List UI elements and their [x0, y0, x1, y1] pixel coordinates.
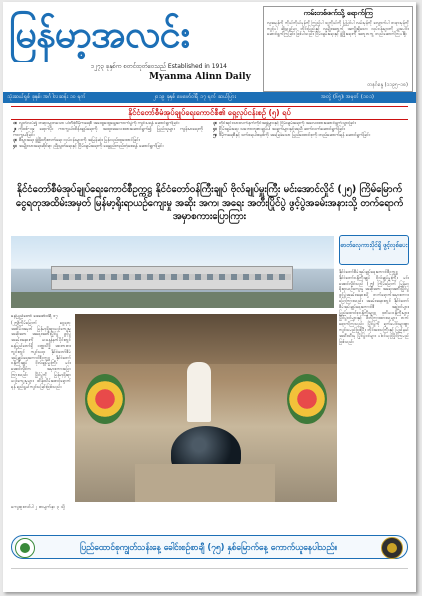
- flower-arrangement-left: [85, 374, 125, 424]
- masthead-title: မြန်မာ့အလင်း: [9, 12, 190, 56]
- bullet-item: ၃။ တိုင်းရင်းသားလက်နက်ကိုင်အဖွဲ့များနှင့် ငြိမ်းချမ်းရေးကို အလေးထားဆောင်ရွက်သွားခြင်း: [213, 121, 356, 126]
- top-quote-box: [263, 6, 413, 92]
- bullet-item: ၅။ ဒီမိုကရေစီနှင့် ဖက်ဒရယ်စနစ်ကို အခြေခံသော ပြည်ထောင်စုကို တည်ဆောက်ရန် ဆောင်ရွက်ခြင်း: [213, 132, 371, 138]
- info-bar-left: သုံးဆယ်ရှစ် ခုနှစ်၊ အင်္ဂါလဆန်း ၁၀ ရက်: [7, 94, 86, 100]
- ground: [11, 292, 334, 308]
- established-line: ၁၂၇၃ ခုနှစ်က စတင်ထုတ်ဝေသည် Established in 1914: [91, 63, 228, 70]
- side-story-body: နိုင်ငံတော်စီမံအုပ်ချုပ်ရေးကောင်စီဥက္ကဋ္ဌ နိုင်ငံတော်ဝန်ကြီးချုပ် ဗိုလ်ချုပ်မှူးကြီး မင်းအောင်လှိုင်သည် (၂၅) ကြိမ်မြောက် မြန်မာ့ရိုးရာယဉ်ကျေးမှု အဆိုအက အရေးအတီးပြိုင်ပွဲ ဖွင့်ပွဲအခမ်းအနားသို့ တက်ရောက်အမှာစကား ပြောကြားသည်။ အခမ်းအနားတွင် နိုင်ငံတော်စီမံအုပ်ချုပ်ရေးကောင်စီ အဖွဲ့ဝင်များ၊ ပြည်ထောင်စုဝန်ကြီးများ၊ ဒုတိယဝန်ကြီးများ၊ ပြိုင်ပွဲဝင်များနှင့် ဖိတ်ကြားထားသူများ တက်ရောက်ကြသည်။ ပြိုင်ပွဲကို ရက်ပေါင်းများစွာ ကျင်းပမည်ဖြစ်ပြီး တိုင်းဒေသကြီးနှင့် ပြည်နယ်အသီးသီးမှ ပြိုင်ပွဲဝင်များ ပါဝင်ယှဉ်ပြိုင်ကြမည်ဖြစ်သည်။: [339, 269, 409, 344]
- info-bar: [3, 92, 416, 103]
- side-story-title: ဓာတ်လှေကားပိုင်ရှိ ဖွင့်လှစ်ပေး: [339, 235, 409, 265]
- ceremony-photo: [75, 314, 337, 502]
- top-quote-date: တနင်္ဂနွေ (၁၁၉၅–၁၈): [367, 82, 408, 88]
- info-bar-right: အတွဲ (၆၅)၊ အမှတ် (၁၀၁): [321, 94, 375, 100]
- lead-story-column: [11, 314, 71, 502]
- union-day-logo-mark: [20, 543, 30, 553]
- lead-story-dateline: နေပြည်တော် ဖေဖော်ဝါရီ ၁၇: [11, 314, 58, 319]
- stage-floor: [135, 464, 275, 502]
- union-day-logo: [15, 538, 35, 558]
- bottom-banner-text: ပြည်ထောင်စုကျွတ်သန်းနေ့ ခေါင်းစဉ်စာချီ (၇၅) နှစ်မြောက်နေ့ ကောက်ယူနေပါသည်။: [79, 542, 338, 552]
- bullets-left: [13, 121, 203, 179]
- bullet-item: ၄။ အမျိုးသားရေးဆိုင်ရာ ညီညွတ်ရေးနှင့် ငြိမ်းချမ်းရေးကို ရေရှည်တည်တံ့စေရန် ဆောင်ရွက်ခြင်း: [13, 144, 164, 150]
- flower-arrangement-right: [287, 374, 327, 424]
- bullet-item: ၃။ စီးပွားရေး ဖွံ့ဖြိုးတိုးတက်ရေး လုပ်ငန်းများကို အမြန်ဆုံး ပြန်လည်ထူထောင်ခြင်း: [13, 138, 140, 144]
- section-title: နိုင်ငံတော်စီမံအုပ်ချုပ်ရေးကောင်စီ၏ ရှေ့လုပ်ငန်းစဉ် (၅) ရပ်: [11, 106, 408, 120]
- bullet-item: ၂။ ကိုဗစ်-၁၉ ရောဂါပိုး ကာကွယ်ထိန်းချုပ်ရေးကို အထူးအလေးထားဆောင်ရွက်၍ ပြည်သူများ ကျန်းမာရေးကို ကာကွယ်ခြင်း: [13, 126, 203, 138]
- info-bar-middle: ၂၀၁၉ ခုနှစ် ဖေဖော်ဝါရီ ၁၇ ရက် ဆယ်ပြား: [153, 94, 236, 100]
- convention-center-photo: [11, 236, 334, 308]
- top-quote-heading: ကမ်းတစ်ဖက်သို့ ရောက်ကြ: [303, 9, 373, 17]
- main-headline: နိုင်ငံတော်စီမံအုပ်ချုပ်ရေးကောင်စီဥက္ကဋ္ဌ နိုင်ငံတော်ဝန်ကြီးချုပ် ဗိုလ်ချုပ်မှူးကြီး မင်းအောင်လှိုင် (၂၅) ကြိမ်မြောက် ငွေရတုအထိမ်းအမှတ် မြန်မာ့ရိုးရာယဉ်ကျေးမှု အဆိုး အက၊ အရေး အတီးပြိုင်ပွဲ ဖွင့်ပွဲအခမ်းအနားသို့ တက်ရောက်အမှာစကားပြောကြား: [15, 184, 404, 222]
- lead-story-body: (၂၅)ကြိမ်မြောက် ငွေရတုအထိမ်းအမှတ် မြန်မာ့ရိုးရာယဉ်ကျေးမှု အဆိုအက အရေးအတီးပြိုင်ပွဲ ဖွင့်ပွဲအခမ်းအနားကို ယနေ့နံနက်ပိုင်းတွင် နေပြည်တော်ရှိ ဝဏ္ဏသိဒ္ဓိ အားကစားကွင်းတွင် ကျင်းပရာ နိုင်ငံတော်စီမံအုပ်ချုပ်ရေးကောင်စီဥက္ကဋ္ဌ နိုင်ငံတော်ဝန်ကြီးချုပ် ဗိုလ်ချုပ်မှူးကြီး မင်းအောင်လှိုင်က အမှာစကားပြောကြားသည်။ ပြိုင်ပွဲကို မြန်မာ့ရိုးရာယဉ်ကျေးမှုများ ထိန်းသိမ်းစောင့်ရှောက်ရန် ရည်ရွယ်ကျင်းပခြင်းဖြစ်သည်။: [11, 319, 71, 389]
- speaker-figure: [187, 362, 211, 422]
- footer-divider: [11, 568, 408, 569]
- bottom-banner: [11, 535, 408, 559]
- bullets-right: [213, 121, 408, 179]
- newspaper-page: [3, 2, 416, 592]
- bullet-item: ၄။ ငြိမ်းချမ်းရေး သဘောတူစာချုပ်ပါ အချက်များနှင့်အညီ ဆက်လက်ဆောင်ရွက်ခြင်း: [213, 126, 346, 132]
- english-name: Myanma Alinn Daily: [149, 72, 251, 82]
- building-windows: [51, 274, 291, 280]
- top-quote-body: လူအမှန်ကို ကိုယ်ကိုယ်မှန်ကို ကြည့်ပါ သူ့ကိုယ်ကို ပြုပြင်ပါ လမ်းမှန်ကို လျှောက်ပါ တရားမှန်ကို ကျင့်ပါ ဆိုသည်မှာ တိုင်းပြည်နှင့် လူမျိုးအတွက် အကျိုးရှိသော လုပ်ငန်းများကို ပူးပေါင်းဆောင်ရွက်ကြခြင်း ဖြစ်ပါသည်။ ငြိမ်းချမ်းရေးနှင့် ဖွံ့ဖြိုးရေးကို အတူတကွ တည်ဆောက်ကြပါစို့။: [267, 20, 409, 37]
- continued-note: ကျေးဇူးတင်ပါ ၂ စာမျက်နှာ ၃ သို့: [11, 505, 65, 510]
- state-seal-icon: [381, 537, 403, 559]
- state-seal-mark: [387, 543, 397, 553]
- bullet-item: ၁။ လွတ်လပ်၍ တရားမျှတသော ပါတီစုံဒီမိုကရေစီ အထွေထွေရွေးကောက်ပွဲကို ကျင်းပရန် ဆောင်ရွက်ခြင်း: [13, 121, 180, 126]
- ceremony-backdrop: [75, 314, 337, 364]
